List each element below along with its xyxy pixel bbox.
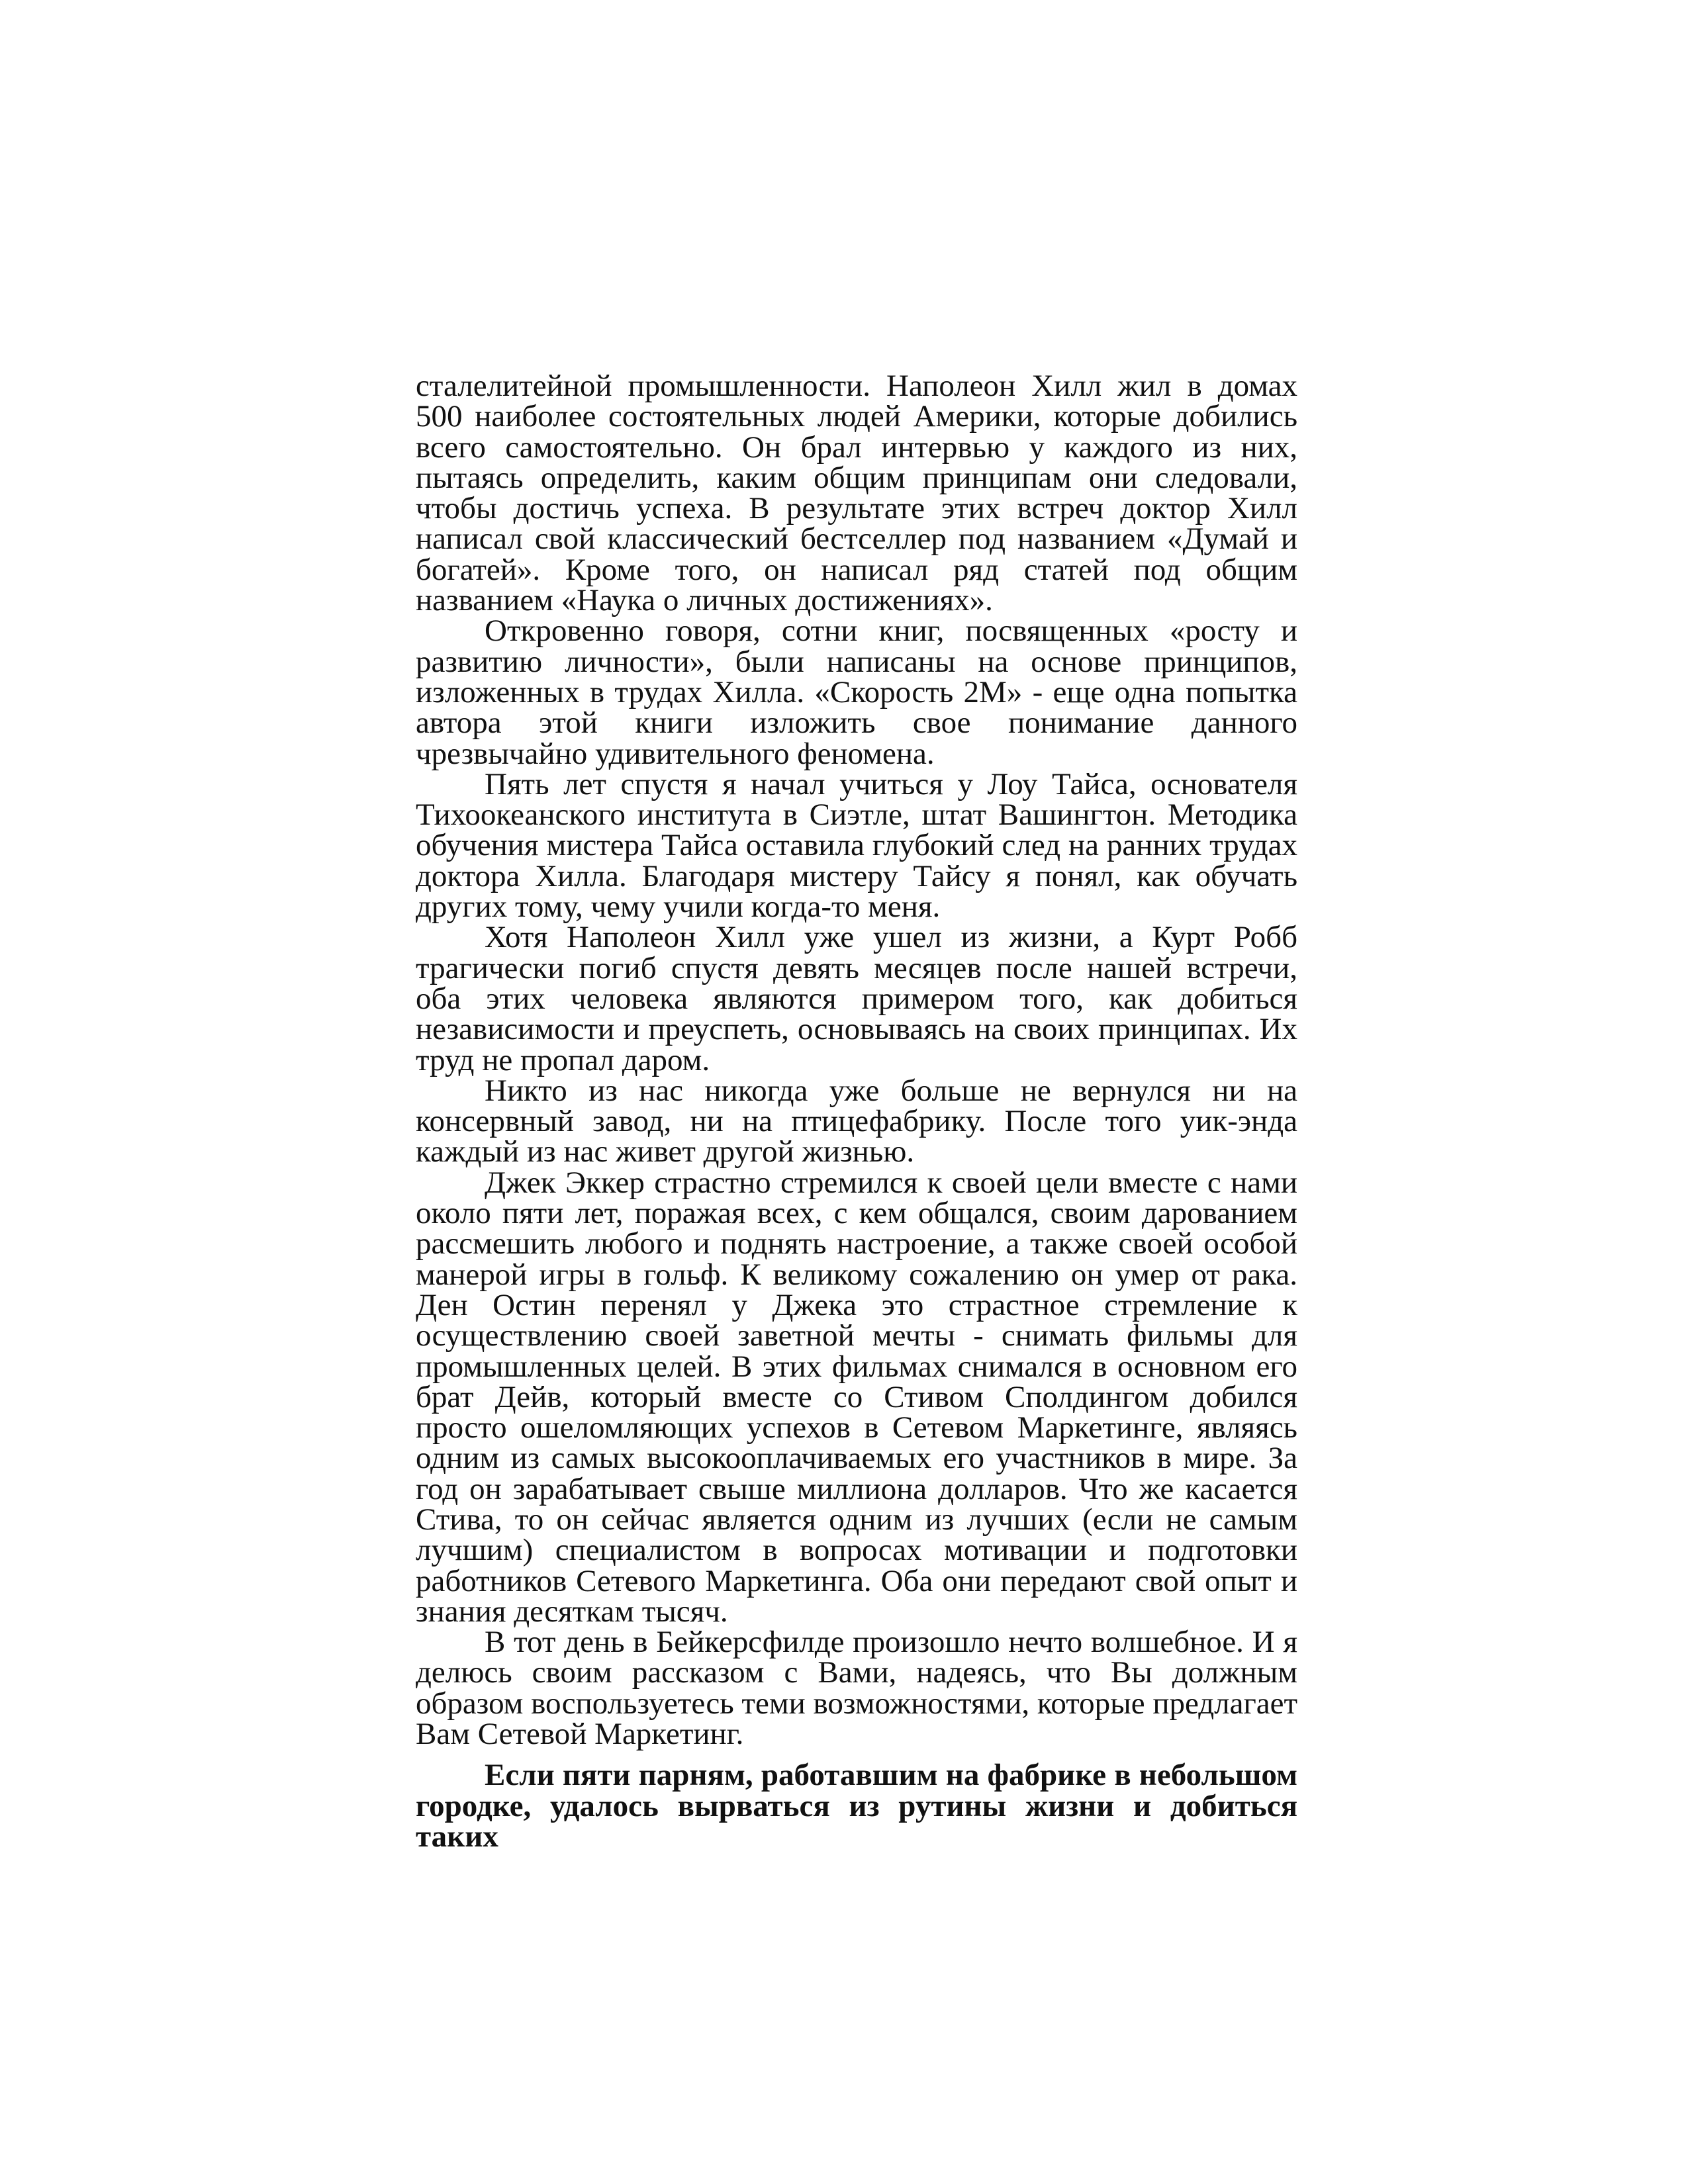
paragraph: В тот день в Бейкерсфилде произошло нечто волшебное. И я делюсь своим рассказом с Вами, надеясь, что Вы должным образом воспользуетесь теми возможностями, которые предлагает Вам Сетевой Маркетинг. bbox=[416, 1625, 1297, 1752]
body-text bbox=[416, 371, 1297, 1852]
paragraph: Хотя Наполеон Хилл уже ушел из жизни, а Курт Робб трагически погиб спустя девять месяцев после нашей встречи, оба этих человека являются примером того, как добиться независимости и преуспеть, основываясь на своих принципах. Их труд не пропал даром. bbox=[416, 920, 1297, 1077]
paragraph: Джек Эккер страстно стремился к своей цели вместе с нами около пяти лет, поражая всех, с кем общался, своим дарованием рассмешить любого и поднять настроение, а также своей особой манерой игры в гольф. К великому сожалению он умер от рака. Ден Остин перенял у Джека это страстное стремление к осуществлению своей заветной мечты - снимать фильмы для промышленных целей. В этих фильмах снимался в основном его брат Дейв, который вместе со Стивом Сполдингом добился просто ошеломляющих успехов в Сетевом Маркетинге, являясь одним из самых высокооплачиваемых его участников в мире. За год он зарабатывает свыше миллиона долларов. Что же касается Стива, то он сейчас является одним из лучших (если не самым лучшим) специалистом в вопросах мотивации и подготовки работников Сетевого Маркетинга. Оба они передают свой опыт и знания десяткам тысяч. bbox=[416, 1165, 1297, 1629]
paragraph-continued: сталелитейной промышленности. Наполеон Хилл жил в домах 500 наиболее состоятельных людей Америки, которые добились всего самостоятельно. Он брал интервью у каждого из них, пытаясь определить, каким общим принципам они следовали, чтобы достичь успеха. В результате этих встреч доктор Хилл написал свой классический бестселлер под названием «Думай и богатей». Кроме того, он написал ряд статей под общим названием «Наука о личных достижениях». bbox=[416, 369, 1297, 618]
paragraph-bold: Если пяти парням, работавшим на фабрике в небольшом городке, удалось вырваться из рутины жизни и добиться таких bbox=[416, 1758, 1297, 1854]
paragraph: Никто из нас никогда уже больше не вернулся ни на консервный завод, ни на птицефабрику. После того уик-энда каждый из нас живет другой жизнью. bbox=[416, 1073, 1297, 1169]
paragraph: Откровенно говоря, сотни книг, посвященных «росту и развитию личности», были написаны на основе принципов, изложенных в трудах Хилла. «Скорость 2М» - еще одна попытка автора этой книги изложить свое понимание данного чрезвычайно удивительного феномена. bbox=[416, 614, 1297, 771]
paragraph: Пять лет спустя я начал учиться у Лоу Тайса, основателя Тихоокеанского института в Сиэтле, штат Вашингтон. Методика обучения мистера Тайса оставила глубокий след на ранних трудах доктора Хилла. Благодаря мистеру Тайсу я понял, как обучать других тому, чему учили когда-то меня. bbox=[416, 766, 1297, 925]
